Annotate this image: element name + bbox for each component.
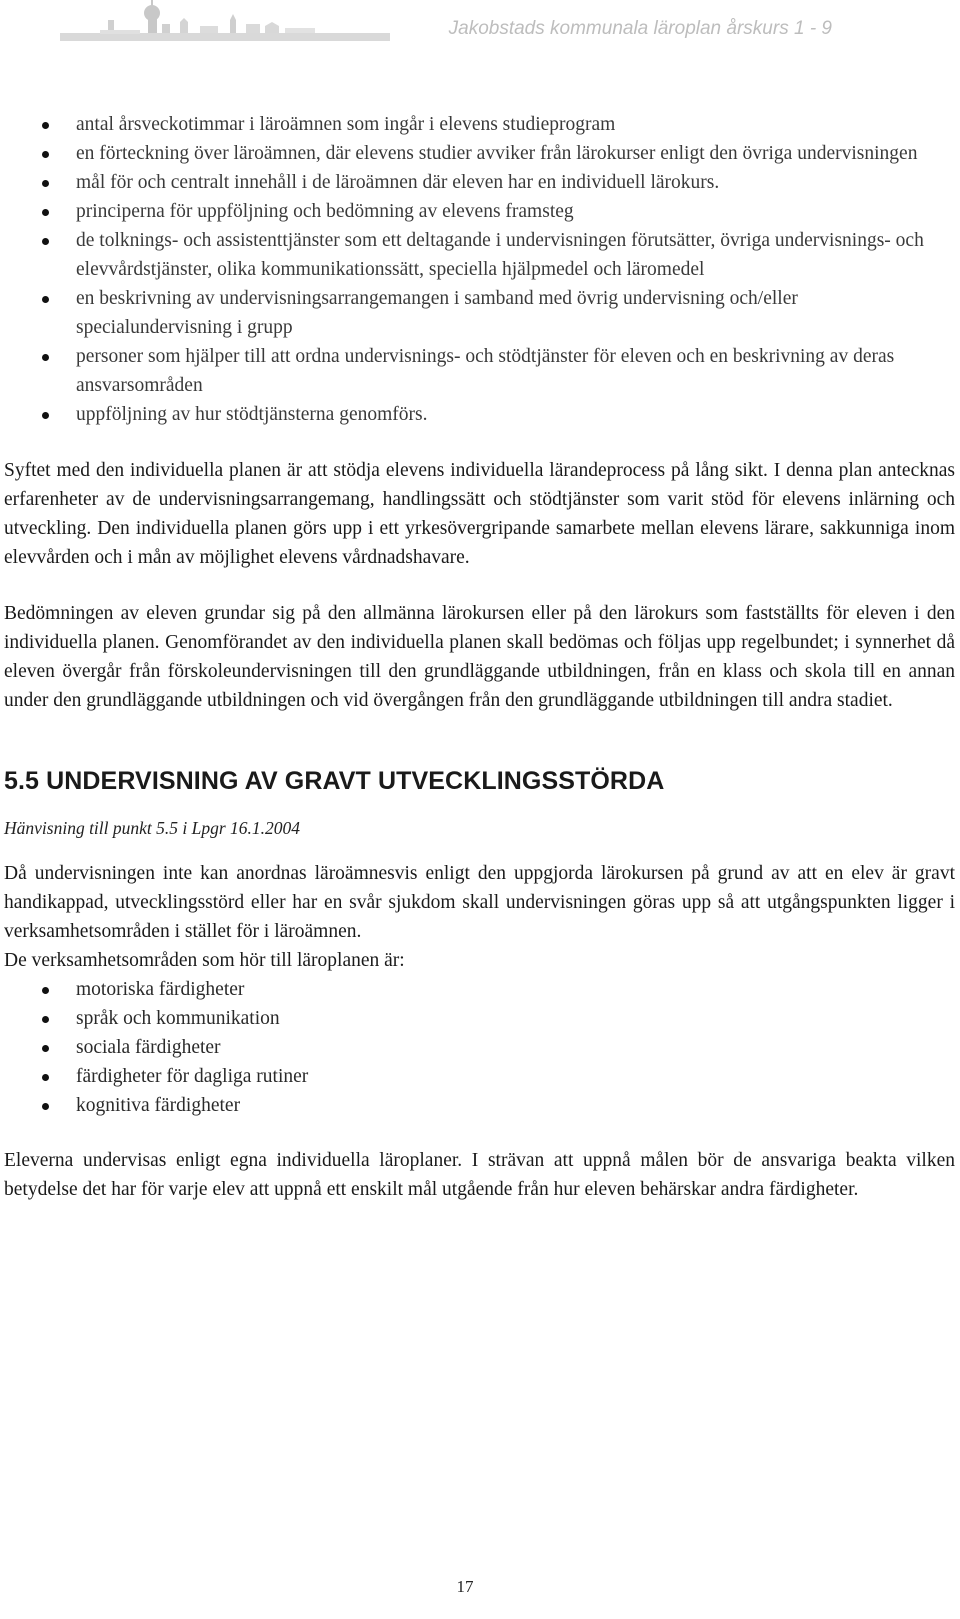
bullet-icon bbox=[42, 151, 49, 158]
bullet-icon bbox=[42, 412, 49, 419]
town-skyline-logo bbox=[60, 0, 390, 44]
document-header-title: Jakobstads kommunala läroplan årskurs 1 - 9 bbox=[448, 18, 832, 39]
page-header bbox=[0, 0, 960, 50]
list-item: uppföljning av hur stödtjänsterna genomförs. bbox=[4, 400, 955, 429]
list-item: personer som hjälper till att ordna undervisnings- och stödtjänster för eleven och en beskrivning av deras ansvarsområden bbox=[4, 342, 955, 400]
list-item: färdigheter för dagliga rutiner bbox=[4, 1062, 955, 1091]
bullet-icon bbox=[42, 1074, 49, 1081]
list-item: principerna för uppföljning och bedömning av elevens framsteg bbox=[4, 197, 955, 226]
bullet-icon bbox=[42, 1016, 49, 1023]
page-content bbox=[4, 110, 955, 1204]
list-item: motoriska färdigheter bbox=[4, 975, 955, 1004]
activity-areas-list bbox=[4, 975, 955, 1120]
section-reference: Hänvisning till punkt 5.5 i Lpgr 16.1.2004 bbox=[4, 818, 301, 838]
list-item: sociala färdigheter bbox=[4, 1033, 955, 1062]
bullet-icon bbox=[42, 354, 49, 361]
bullet-icon bbox=[42, 238, 49, 245]
bullet-icon bbox=[42, 987, 49, 994]
bullet-icon bbox=[42, 122, 49, 129]
list-item: antal årsveckotimmar i läroämnen som ingår i elevens studieprogram bbox=[4, 110, 955, 139]
list-item: kognitiva färdigheter bbox=[4, 1091, 955, 1120]
bullet-icon bbox=[42, 180, 49, 187]
list-item: mål för och centralt innehåll i de läroämnen där eleven har en individuell lärokurs. bbox=[4, 168, 955, 197]
list-item: de tolknings- och assistenttjänster som ett deltagande i undervisningen förutsätter, övriga undervisnings- och elevvårdstjänster, olika kommunikationssätt, speciella hjälpmedel och läromedel bbox=[4, 226, 955, 284]
list-item: en beskrivning av undervisningsarrangemangen i samband med övrig undervisning och/eller specialundervisning i grupp bbox=[4, 284, 955, 342]
paragraph-individual-plan-purpose: Syftet med den individuella planen är att stödja elevens individuella lärandeprocess på lång sikt. I denna plan antecknas erfarenheter av de undervisningsarrangemang, handlingssätt och stödtjänster som varit stöd för elevens inlärning och utveckling. Den individuella planen görs upp i ett yrkesövergripande samarbete mellan elevens lärare, sakkunniga inom elevvården och i mån av möjlighet elevens vårdnadshavare. bbox=[4, 460, 955, 568]
paragraph-assessment: Bedömningen av eleven grundar sig på den allmänna lärokursen eller på den lärokurs som fastställts för eleven i den individuella planen. Genomförandet av den individuella planen skall bedömas och följas upp regelbundet; i synnerhet då eleven övergår från förskoleundervisningen till den grundläggande utbildningen, från en klass och skola till en annan under den grundläggande utbildningen och vid övergången från den grundläggande utbildningen till andra stadiet. bbox=[4, 603, 955, 711]
bullet-icon bbox=[42, 209, 49, 216]
section-heading: 5.5 UNDERVISNING AV GRAVT UTVECKLINGSSTÖRDA bbox=[4, 767, 665, 795]
paragraph-activity-areas-lead: De verksamhetsområden som hör till läroplanen är: bbox=[4, 950, 405, 971]
bullet-icon bbox=[42, 296, 49, 303]
paragraph-individual-curricula: Eleverna undervisas enligt egna individuella läroplaner. I strävan att uppnå målen bör de ansvariga beakta vilken betydelse det har för varje elev att uppnå ett enskilt mål utgående från hur eleven behärskar andra färdigheter. bbox=[4, 1150, 955, 1200]
bullet-icon bbox=[42, 1045, 49, 1052]
plan-contents-list bbox=[4, 110, 955, 429]
bullet-icon bbox=[42, 1103, 49, 1110]
list-item: en förteckning över läroämnen, där elevens studier avviker från lärokurser enligt den övriga undervisningen bbox=[4, 139, 955, 168]
list-item: språk och kommunikation bbox=[4, 1004, 955, 1033]
paragraph-activity-areas-intro: Då undervisningen inte kan anordnas läroämnesvis enligt den uppgjorda lärokursen på grund av att en elev är gravt handikappad, utvecklingsstörd eller har en svår sjukdom skall undervisningen göras upp så att utgångspunkten ligger i verksamhetsområden i stället för i läroämnen. bbox=[4, 863, 955, 942]
page-number: 17 bbox=[456, 1577, 474, 1596]
